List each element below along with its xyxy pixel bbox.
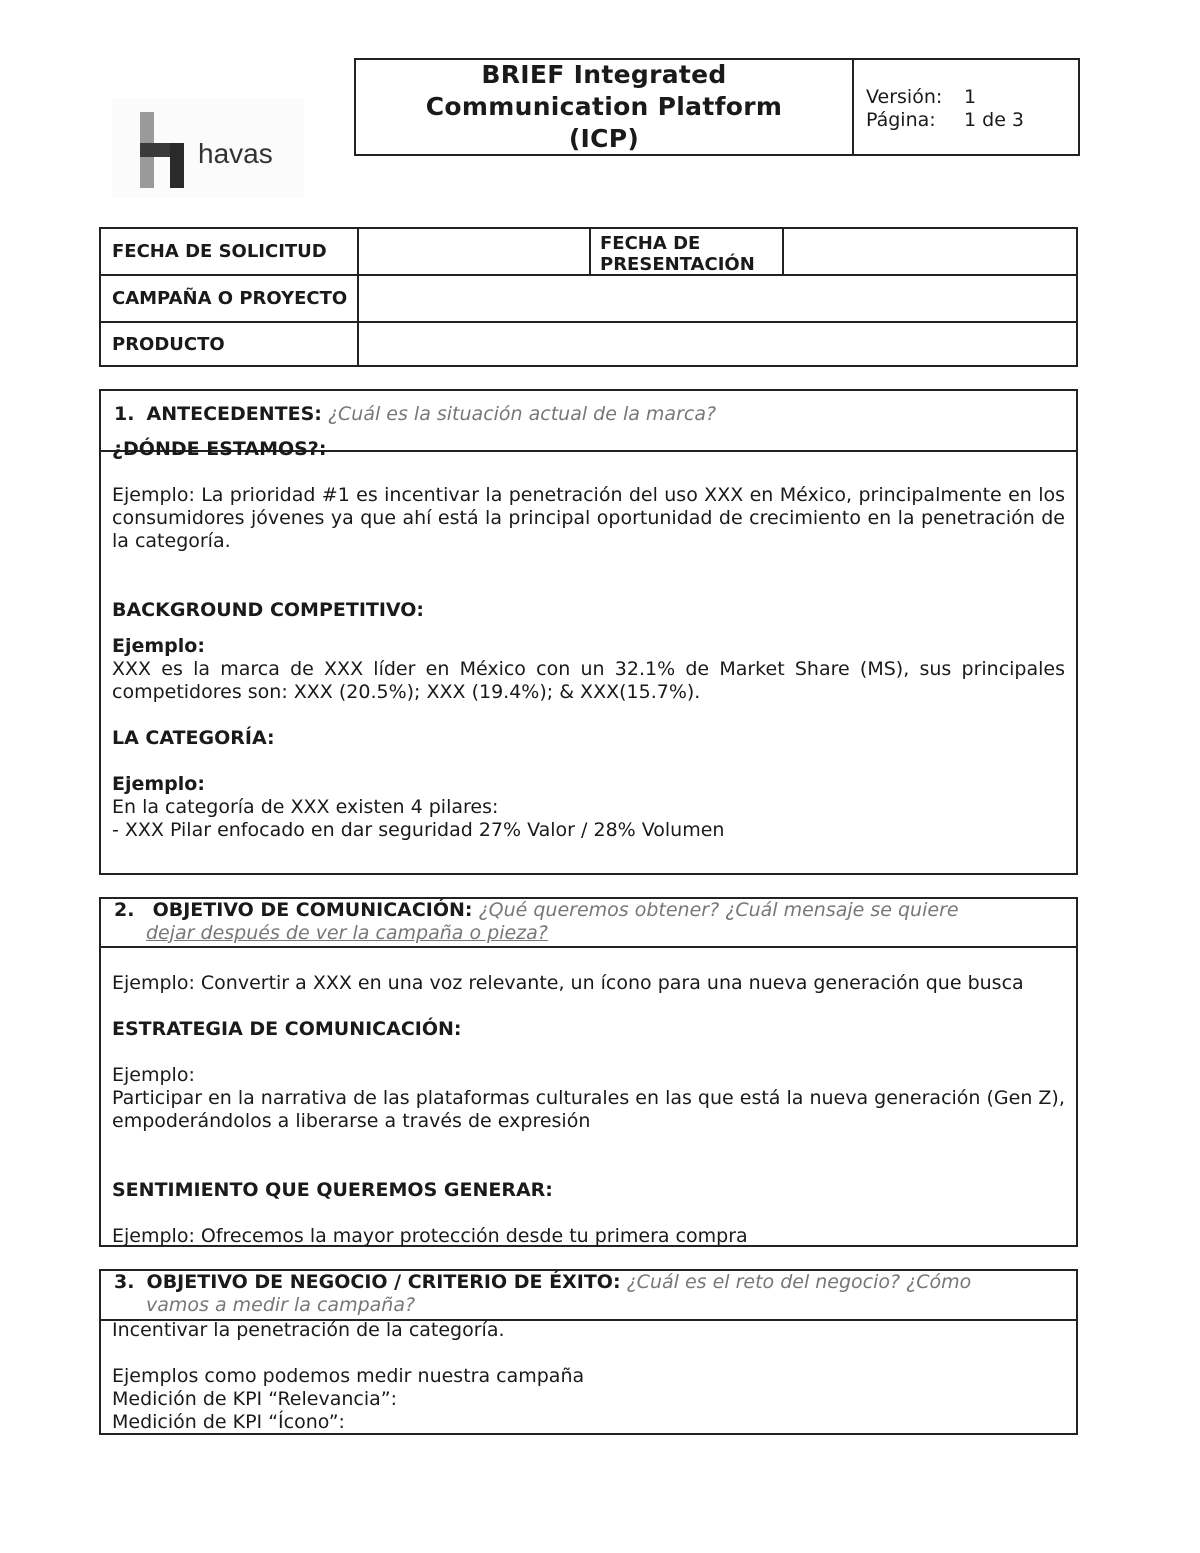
categoria-example-label: Ejemplo: [112, 773, 205, 795]
section-1-question: ¿Cuál es la situación actual de la marca? [327, 403, 717, 425]
kpi-relevancia: Medición de KPI “Relevancia”: [112, 1388, 398, 1410]
producto-label: PRODUCTO [112, 333, 225, 355]
section-2-question-line-1: ¿Qué queremos obtener? ¿Cuál mensaje se quiere [478, 899, 959, 921]
document-title: BRIEF Integrated Communication Platform (ICP) [356, 60, 854, 154]
section-2-header: 2. OBJETIVO DE COMUNICACIÓN: ¿Qué queremos obtener? ¿Cuál mensaje se quiere dejar después de ver la campaña o pieza? [101, 899, 1076, 948]
document-header [354, 58, 1080, 156]
negocio-line-2: Ejemplos como podemos medir nuestra campaña [112, 1365, 585, 1387]
version-info [866, 86, 1024, 132]
background-example: XXX es la marca de XXX líder en México con un 32.1% de Market Share (MS), sus principales competidores son: XXX (20.5%); XXX (19.4%); & XXX(15.7%). [112, 658, 1065, 703]
section-2-body [112, 972, 1065, 1248]
section-antecedentes [99, 389, 1078, 875]
background-heading: BACKGROUND COMPETITIVO: [112, 599, 425, 621]
fecha-presentacion-field[interactable] [784, 229, 1076, 274]
fecha-presentacion-label: FECHA DE PRESENTACIÓN [600, 232, 755, 275]
section-2-title: OBJETIVO DE COMUNICACIÓN: [152, 899, 473, 921]
sentimiento-example: Ejemplo: Ofrecemos la mayor protección desde tu primera compra [112, 1225, 748, 1247]
request-info-table [99, 227, 1078, 367]
donde-estamos-example: Ejemplo: La prioridad #1 es incentivar la penetración del uso XXX en México, principalmente en los consumidores jóvenes ya que ahí está la principal oportunidad de crecimiento en la penetración de la categoría. [112, 484, 1065, 552]
background-example-label: Ejemplo: [112, 635, 205, 657]
categoria-example-line-2: - XXX Pilar enfocado en dar seguridad 27% Valor / 28% Volumen [112, 819, 725, 841]
kpi-icono: Medición de KPI “Ícono”: [112, 1411, 345, 1433]
version-label: Versión: [866, 86, 943, 108]
objetivo-example: Ejemplo: Convertir a XXX en una voz relevante, un ícono para una nueva generación que busca [112, 972, 1024, 994]
section-2-question-line-2: dejar después de ver la campaña o pieza? [146, 922, 548, 944]
fecha-solicitud-field[interactable] [359, 229, 589, 274]
producto-field[interactable] [359, 323, 1076, 365]
negocio-line-1: Incentivar la penetración de la categoría. [112, 1319, 505, 1341]
havas-logo [112, 98, 304, 198]
categoria-example-line-1: En la categoría de XXX existen 4 pilares: [112, 796, 499, 818]
section-3-title: OBJETIVO DE NEGOCIO / CRITERIO DE ÉXITO: [146, 1271, 621, 1293]
section-3-header: 3. OBJETIVO DE NEGOCIO / CRITERIO DE ÉXITO: ¿Cuál es el reto del negocio? ¿Cómo vamos a medir la campaña? [101, 1271, 1076, 1321]
campana-field[interactable] [359, 276, 1076, 321]
section-3-question-line-1: ¿Cuál es el reto del negocio? ¿Cómo [626, 1271, 972, 1293]
section-objetivo-comunicacion [99, 897, 1078, 1247]
fecha-solicitud-label: FECHA DE SOLICITUD [112, 241, 327, 262]
section-1-body [112, 438, 1065, 842]
categoria-heading: LA CATEGORÍA: [112, 727, 275, 749]
estrategia-example-label: Ejemplo: [112, 1064, 195, 1086]
section-1-title: ANTECEDENTES: [146, 403, 322, 425]
sentimiento-heading: SENTIMIENTO QUE QUEREMOS GENERAR: [112, 1179, 553, 1201]
section-1-header: 1. ANTECEDENTES: ¿Cuál es la situación actual de la marca? [101, 391, 1076, 452]
page-value: 1 de 3 [964, 109, 1025, 131]
version-value: 1 [964, 86, 977, 108]
page-label: Página: [866, 109, 936, 131]
estrategia-example: Participar en la narrativa de las plataformas culturales en las que está la nueva generación (Gen Z), empoderándolos a liberarse a través de expresión [112, 1087, 1065, 1132]
section-objetivo-negocio [99, 1269, 1078, 1435]
campana-label: CAMPAÑA O PROYECTO [112, 288, 348, 309]
section-3-body [112, 1319, 1065, 1434]
havas-wordmark: havas [198, 138, 273, 169]
estrategia-heading: ESTRATEGIA DE COMUNICACIÓN: [112, 1018, 462, 1040]
donde-estamos-heading: ¿DÓNDE ESTAMOS?: [112, 438, 327, 460]
section-3-question-line-2: vamos a medir la campaña? [146, 1294, 416, 1316]
